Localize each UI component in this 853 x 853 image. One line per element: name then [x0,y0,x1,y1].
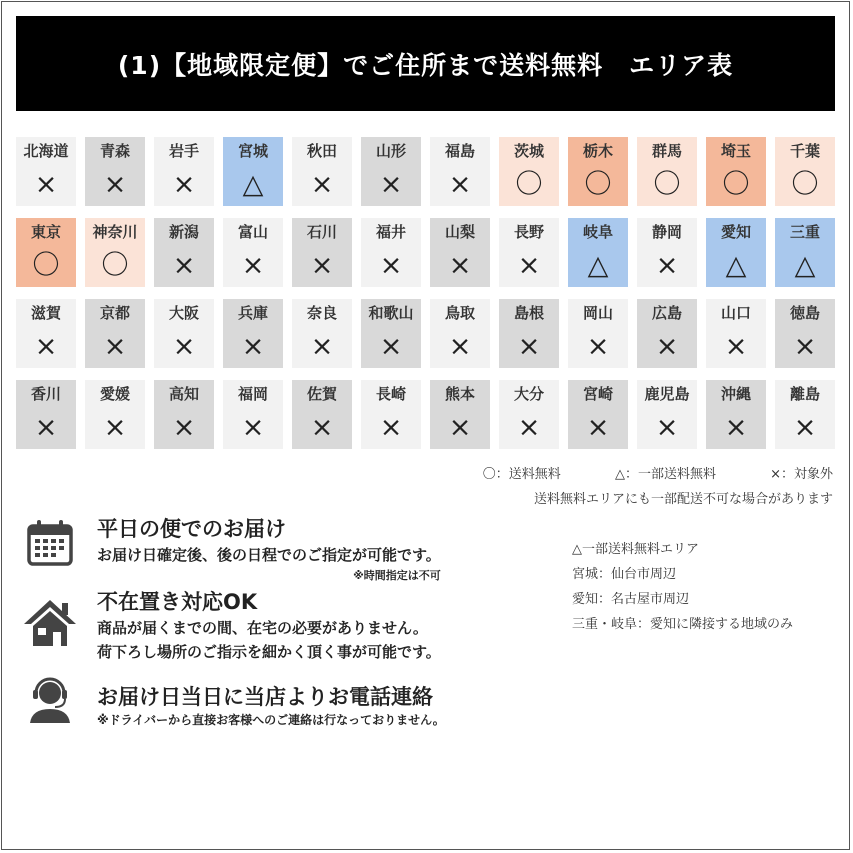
prefecture-name: 山口 [720,304,751,322]
prefecture-mark: 〇 [32,250,60,281]
prefecture-mark: × [172,169,196,200]
prefecture-name: 宮城 [237,142,268,160]
prefecture-name: 佐賀 [306,385,337,403]
prefecture-cell [154,137,214,206]
prefecture-mark: △ [587,250,609,281]
feature-heading: 不在置き対応OK [97,590,258,614]
prefecture-cell [16,380,76,449]
prefecture-name: 茨城 [513,142,544,160]
legend-free: 〇：送料無料 [482,467,561,482]
prefecture-mark: × [793,331,817,362]
prefecture-name: 群馬 [651,142,682,160]
prefecture-name: 山梨 [444,223,475,241]
prefecture-mark: × [448,331,472,362]
prefecture-mark: × [103,331,127,362]
prefecture-cell [292,380,352,449]
prefecture-name: 岩手 [168,142,199,160]
operator-headset-icon [22,671,78,727]
prefecture-cell [292,218,352,287]
prefecture-mark: × [241,412,265,443]
prefecture-cell [223,299,283,368]
partial-area-list [572,537,793,637]
prefecture-cell [775,137,835,206]
feature-body: お届け日確定後、後の日程でのご指定が可能です。 [97,546,441,564]
feature-body: 商品が届くまでの間、在宅の必要がありません。 [97,619,428,637]
prefecture-mark: △ [242,169,264,200]
prefecture-name: 福井 [375,223,406,241]
prefecture-mark: × [172,412,196,443]
prefecture-mark: × [517,250,541,281]
calendar-icon [22,515,78,571]
feature-note: ※時間指定は不可 [353,569,441,582]
prefecture-cell [361,299,421,368]
prefecture-cell [223,137,283,206]
prefecture-cell [637,137,697,206]
prefecture-mark: △ [794,250,816,281]
prefecture-mark: × [34,412,58,443]
prefecture-cell [706,218,766,287]
prefecture-name: 埼玉 [720,142,751,160]
prefecture-mark: 〇 [722,169,750,200]
prefecture-cell [775,299,835,368]
prefecture-mark: 〇 [515,169,543,200]
prefecture-mark: × [310,169,334,200]
prefecture-mark: × [655,331,679,362]
prefecture-cell [292,299,352,368]
prefecture-cell [499,380,559,449]
prefecture-name: 秋田 [306,142,337,160]
prefecture-name: 京都 [99,304,130,322]
partial-area-line: 愛知：名古屋市周辺 [572,592,690,607]
prefecture-name: 大阪 [168,304,199,322]
prefecture-cell [499,137,559,206]
partial-area-title: △一部送料無料エリア [572,542,699,557]
prefecture-name: 千葉 [789,142,820,160]
prefecture-name: 離島 [789,385,820,403]
prefecture-name: 神奈川 [92,223,138,241]
prefecture-name: 熊本 [444,385,475,403]
legend-note: 送料無料エリアにも一部配送不可な場合があります [533,492,833,507]
prefecture-mark: × [241,331,265,362]
prefecture-mark: × [34,169,58,200]
prefecture-mark: 〇 [584,169,612,200]
prefecture-name: 富山 [237,223,268,241]
prefecture-cell [16,137,76,206]
prefecture-name: 鳥取 [444,304,475,322]
prefecture-name: 岡山 [582,304,613,322]
prefecture-mark: × [448,169,472,200]
prefecture-cell [16,299,76,368]
prefecture-mark: × [34,331,58,362]
feature-heading: お届け日当日に当店よりお電話連絡 [97,685,433,709]
prefecture-mark: 〇 [653,169,681,200]
prefecture-name: 沖縄 [720,385,751,403]
prefecture-cell [85,380,145,449]
prefecture-name: 福島 [444,142,475,160]
prefecture-cell [154,218,214,287]
prefecture-name: 長崎 [375,385,406,403]
prefecture-cell [430,299,490,368]
prefecture-name: 和歌山 [368,304,414,322]
prefecture-cell [568,137,628,206]
prefecture-name: 奈良 [306,304,337,322]
feature-heading: 平日の便でのお届け [97,517,286,541]
prefecture-mark: × [655,412,679,443]
prefecture-name: 栃木 [582,142,613,160]
prefecture-cell [706,299,766,368]
prefecture-cell [637,380,697,449]
prefecture-mark: × [379,412,403,443]
prefecture-name: 宮崎 [582,385,613,403]
legend [483,462,833,512]
prefecture-cell [637,218,697,287]
prefecture-mark: × [586,412,610,443]
prefecture-name: 福岡 [237,385,268,403]
prefecture-name: 島根 [513,304,544,322]
prefecture-name: 石川 [306,223,337,241]
prefecture-cell [292,137,352,206]
feature-note: ※ドライバーから直接お客様へのご連絡は行なっておりません。 [97,713,445,727]
prefecture-name: 新潟 [168,223,199,241]
prefecture-cell [85,299,145,368]
prefecture-mark: × [103,412,127,443]
prefecture-mark: △ [725,250,747,281]
prefecture-cell [361,137,421,206]
prefecture-mark: 〇 [791,169,819,200]
feature-body: 荷下ろし場所のご指示を細かく頂く事が可能です。 [97,643,441,661]
house-icon [22,594,78,650]
legend-partial: △：一部送料無料 [614,467,716,482]
prefecture-name: 鹿児島 [644,385,690,403]
prefecture-mark: × [172,331,196,362]
prefecture-mark: × [310,412,334,443]
prefecture-name: 三重 [789,223,820,241]
page-title: (1)【地域限定便】でご住所まで送料無料 エリア表 [16,16,835,111]
prefecture-name: 青森 [99,142,130,160]
prefecture-cell [85,218,145,287]
prefecture-cell [637,299,697,368]
prefecture-name: 兵庫 [237,304,268,322]
prefecture-mark: × [379,250,403,281]
prefecture-cell [223,380,283,449]
prefecture-cell [568,380,628,449]
prefecture-cell [430,218,490,287]
prefecture-mark: × [724,331,748,362]
prefecture-mark: × [172,250,196,281]
prefecture-cell [706,380,766,449]
prefecture-cell [430,137,490,206]
prefecture-cell [499,218,559,287]
prefecture-cell [568,299,628,368]
prefecture-name: 香川 [30,385,61,403]
prefecture-name: 静岡 [651,223,682,241]
prefecture-mark: × [517,331,541,362]
prefecture-name: 山形 [375,142,406,160]
prefecture-cell [499,299,559,368]
prefecture-name: 北海道 [23,142,69,160]
prefecture-cell [568,218,628,287]
prefecture-mark: × [724,412,748,443]
prefecture-cell [430,380,490,449]
prefecture-cell [775,380,835,449]
prefecture-name: 広島 [651,304,682,322]
prefecture-mark: × [241,250,265,281]
prefecture-mark: × [517,412,541,443]
prefecture-mark: × [310,250,334,281]
prefecture-name: 東京 [30,223,61,241]
prefecture-cell [85,137,145,206]
prefecture-mark: × [586,331,610,362]
prefecture-cell [223,218,283,287]
prefecture-mark: × [103,169,127,200]
prefecture-name: 愛知 [720,223,751,241]
prefecture-name: 滋賀 [30,304,61,322]
prefecture-mark: × [448,412,472,443]
prefecture-mark: × [310,331,334,362]
prefecture-mark: 〇 [101,250,129,281]
prefecture-cell [706,137,766,206]
prefecture-cell [361,218,421,287]
prefecture-name: 大分 [513,385,544,403]
prefecture-mark: × [655,250,679,281]
partial-area-line: 宮城：仙台市周辺 [572,567,677,582]
prefecture-name: 長野 [513,223,544,241]
prefecture-name: 高知 [168,385,199,403]
prefecture-cell [154,299,214,368]
prefecture-mark: × [793,412,817,443]
prefecture-mark: × [379,169,403,200]
legend-none: ×：対象外 [770,467,833,482]
partial-area-line: 三重・岐阜：愛知に隣接する地域のみ [572,617,794,632]
prefecture-cell [361,380,421,449]
prefecture-cell [154,380,214,449]
prefecture-name: 愛媛 [99,385,130,403]
prefecture-mark: × [379,331,403,362]
prefecture-cell [16,218,76,287]
area-table [16,137,836,449]
prefecture-mark: × [448,250,472,281]
prefecture-name: 岐阜 [582,223,613,241]
prefecture-name: 徳島 [789,304,820,322]
prefecture-cell [775,218,835,287]
